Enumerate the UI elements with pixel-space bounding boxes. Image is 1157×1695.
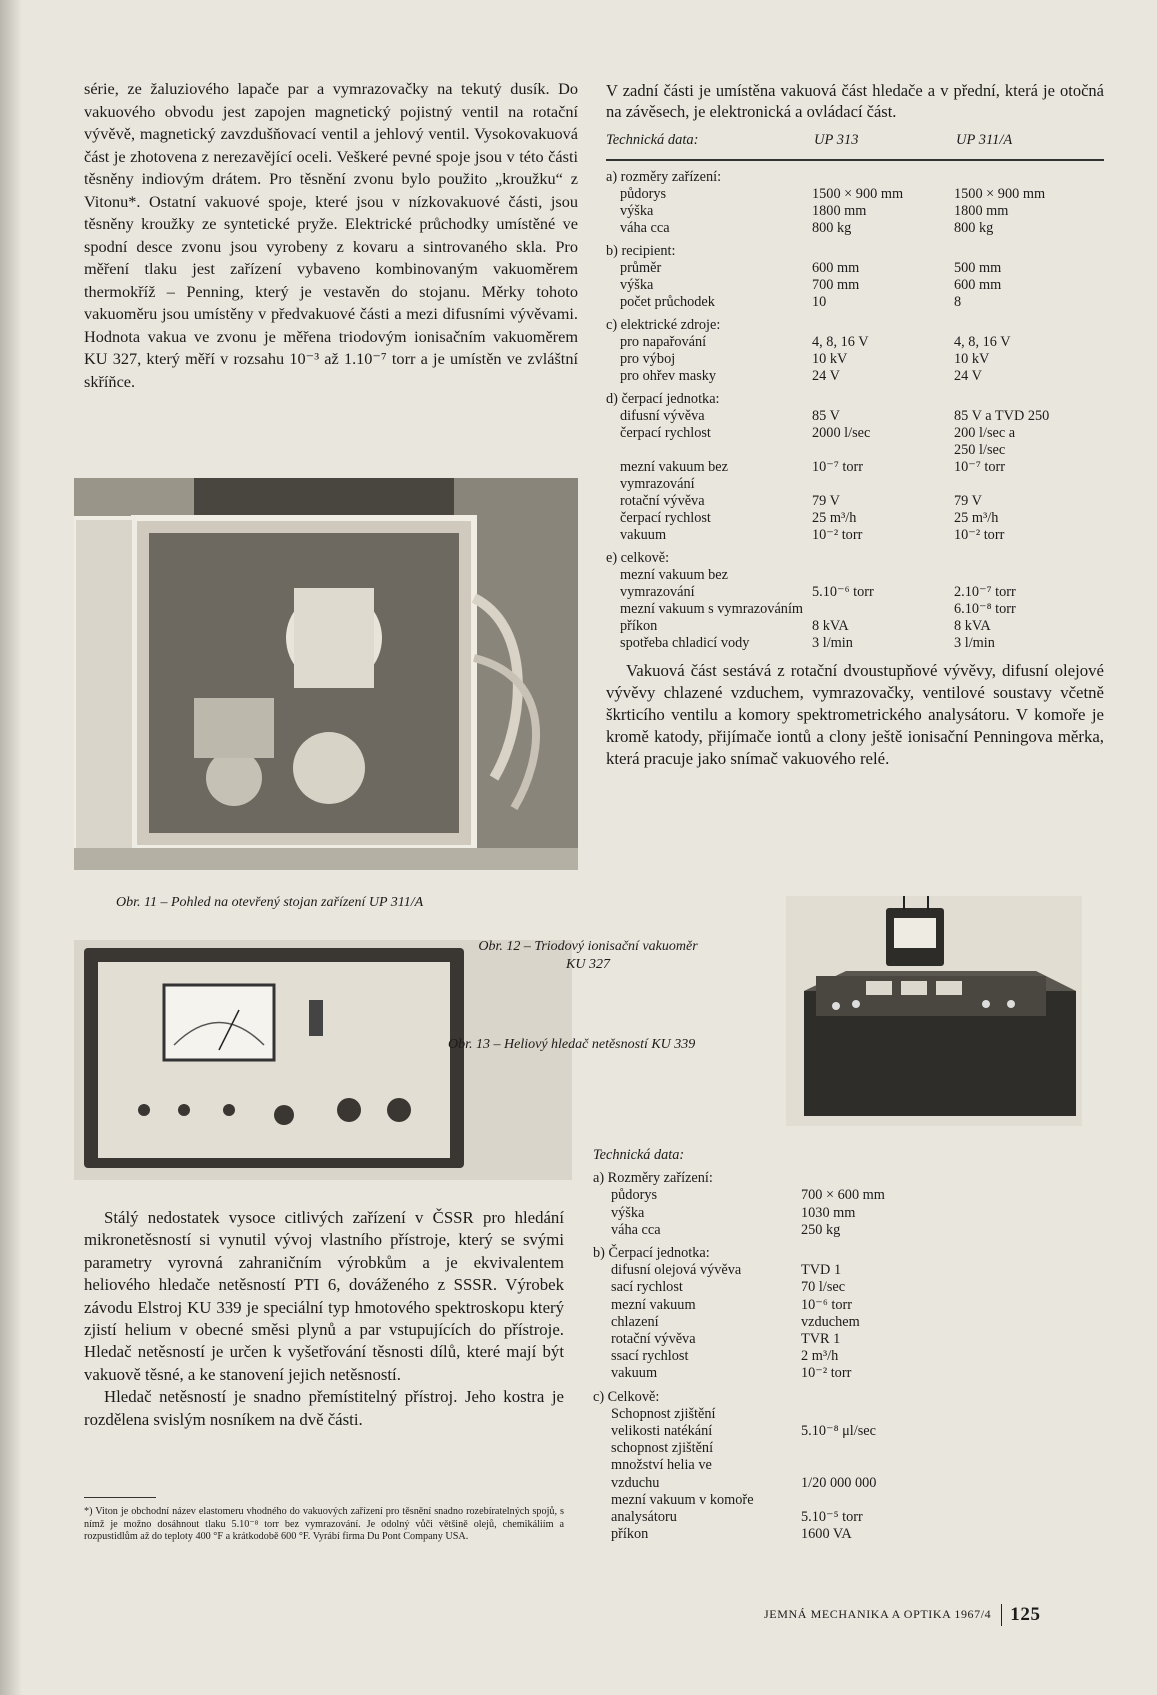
- table-section-row: [606, 550, 1104, 567]
- table-cell-v1: 2000 l/sec: [812, 425, 871, 441]
- table-cell-v1: 10: [812, 294, 827, 310]
- table-row: [606, 476, 1104, 493]
- tech2-label: Technická data:: [593, 1147, 685, 1163]
- table-cell-l: b) Čerpací jednotka:: [593, 1245, 710, 1262]
- table-cell-v2: [954, 317, 1104, 334]
- table-cell-l: rotační vývěva: [620, 493, 705, 509]
- table-cell-v2: 3 l/min: [954, 635, 995, 651]
- table-cell-l: vakuum: [611, 1365, 658, 1382]
- table-row: [606, 351, 1104, 368]
- table-cell-l: mezní vakuum bez: [620, 459, 728, 475]
- table-row: [593, 1262, 1113, 1279]
- table-cell-l: půdorys: [611, 1187, 658, 1204]
- table-cell-v1: 10 kV: [812, 351, 848, 367]
- table-cell-l: [606, 442, 812, 459]
- table-cell-v: [801, 1492, 1001, 1509]
- figure-13-caption: Obr. 13 – Heliový hledač netěsností KU 339: [448, 1037, 696, 1052]
- table-cell-v1: 700 mm: [812, 277, 860, 293]
- figure-11-photo: [74, 478, 578, 870]
- right-column: [606, 80, 1104, 770]
- table-cell-l: Schopnost zjištění: [611, 1405, 716, 1422]
- table-cell-l: c) elektrické zdroje:: [606, 317, 721, 333]
- table-cell-l: výška: [620, 277, 654, 293]
- table-cell-l: půdorys: [620, 186, 667, 202]
- table-row: [606, 527, 1104, 544]
- table-cell-v2: 10⁻² torr: [954, 527, 1005, 543]
- journal-name: JEMNÁ MECHANIKA A OPTIKA 1967/4: [764, 1606, 992, 1621]
- table-cell-v1: 600 mm: [812, 260, 860, 276]
- table-cell-v2: 600 mm: [954, 277, 1002, 293]
- table-cell-v2: 79 V: [954, 493, 982, 509]
- footer-divider: [1001, 1604, 1002, 1626]
- table-cell-v2: 500 mm: [954, 260, 1002, 276]
- table-row: [606, 334, 1104, 351]
- table-row: [606, 260, 1104, 277]
- table-row: [606, 425, 1104, 442]
- table-cell-v1: [812, 442, 954, 459]
- table-cell-v1: 1800 mm: [812, 203, 867, 219]
- table-cell-l: spotřeba chladicí vody: [620, 635, 750, 651]
- body-paragraph: Stálý nedostatek vysoce citlivých zařízení v ČSSR pro hledání mikronetěsností si vynutil vývoj vlastního přístroje, který se svými parametry vyrovná zahraničním výrobkům a je ekvivalentem heliového hledače netěsností PTI 6, dováženého z SSSR. Výrobek závodu Elstroj KU 339 je speciální typ hmotového spektroskopu který zjistí helium v obecné směsi plynů a par vstupujících do přístroje. Hledač netěsností je určen k vyšetřování těsnosti dílů, které mají být vakuově těsné, a ke stanovení jejich netěsností.: [84, 1208, 564, 1384]
- table-cell-v1: 25 m³/h: [812, 510, 857, 526]
- table-row: [593, 1509, 1113, 1526]
- ku339-illustration: [786, 896, 1082, 1126]
- table-row: [593, 1331, 1113, 1348]
- table-cell-v: [801, 1440, 1001, 1457]
- table-cell-l: schopnost zjištění: [611, 1440, 714, 1457]
- tech-data-table-2: [593, 1147, 1113, 1543]
- table-cell-v2: 250 l/sec: [954, 442, 1006, 458]
- table-row: [606, 459, 1104, 476]
- table-cell-l: velikosti natékání: [611, 1423, 713, 1440]
- table-cell-v2: [954, 243, 1104, 260]
- table-cell-v1: 85 V: [812, 408, 840, 424]
- table-cell-v2: 8: [954, 294, 962, 310]
- table-cell-l: výška: [611, 1204, 645, 1221]
- table-row: [593, 1475, 1113, 1492]
- table-cell-l: množství helia ve: [611, 1457, 712, 1474]
- table-cell-v: 10⁻⁶ torr: [801, 1296, 853, 1313]
- figure-11-caption: Obr. 11 – Pohled na otevřený stojan zařízení UP 311/A: [116, 895, 424, 910]
- left-column: [84, 78, 578, 393]
- figure-12-caption: [428, 938, 748, 974]
- table-cell-v2: 25 m³/h: [954, 510, 999, 526]
- table-cell-l: vzduchu: [611, 1474, 660, 1491]
- table-cell-v: TVD 1: [801, 1262, 842, 1279]
- table-cell-l: výška: [620, 203, 654, 219]
- table-cell-l: rotační vývěva: [611, 1331, 696, 1348]
- table-cell-v2: 85 V a TVD 250: [954, 408, 1050, 424]
- table-cell-v1: [812, 243, 954, 260]
- table-cell-v: vzduchem: [801, 1313, 860, 1330]
- table-cell-l: průměr: [620, 260, 662, 276]
- tech-header-col1: UP 313: [814, 132, 859, 148]
- table-cell-v2: [954, 169, 1104, 186]
- table-row: [606, 294, 1104, 311]
- table-cell-l: váha cca: [611, 1221, 661, 1238]
- table-cell-v: 250 kg: [801, 1221, 841, 1238]
- tech-data-table: [606, 169, 1104, 652]
- footnote: *) Viton je obchodní název elastomeru vhodného do vakuových zařízení pro těsnění snadno rozebíratelných spojů, s nímž je možno dosáhnout tlaku 5.10⁻⁸ torr bez vymrazování. Je odolný vůči většině olejů, chemikáliím a rozpustidlům až do teploty 400 °F a krátkodobě 600 °F. Vyrábí firma Du Pont Company USA.: [84, 1506, 564, 1542]
- table-cell-v1: 800 kg: [812, 220, 852, 236]
- table-cell-v1: [812, 601, 954, 618]
- table-cell-v2: [954, 476, 1104, 493]
- table-row: [593, 1222, 1113, 1239]
- table-cell-v1: 10⁻² torr: [812, 527, 863, 543]
- table-section-row: [606, 317, 1104, 334]
- table-row: [606, 186, 1104, 203]
- table-cell-v2: 1500 × 900 mm: [954, 186, 1046, 202]
- table-cell-v: [801, 1457, 1001, 1474]
- table-cell-v1: 79 V: [812, 493, 840, 509]
- table-cell-v: 70 l/sec: [801, 1279, 846, 1296]
- table-cell-v: 700 × 600 mm: [801, 1187, 885, 1204]
- table-row: [593, 1297, 1113, 1314]
- table-cell-l: příkon: [620, 618, 658, 634]
- body-paragraph: Vakuová část sestává z rotační dvoustupňové vývěvy, difusní olejové vývěvy chlazené vzduchem, vymrazovačky, ventilové soustavy včetně škrticího ventilu a komory spektrometrického analysátoru. V komoře je kromě katody, přijímače iontů a clony ještě ionisační Penningova měrka, která pracuje jako snímač vakuového relé.: [606, 661, 1104, 768]
- table-cell-v2: [954, 550, 1104, 567]
- table-cell-l: počet průchodek: [620, 294, 715, 310]
- table-row: [593, 1423, 1113, 1440]
- table-cell-l: příkon: [611, 1526, 649, 1543]
- table-cell-v2: 4, 8, 16 V: [954, 334, 1011, 350]
- table-row: [593, 1279, 1113, 1296]
- table-cell-v2: 1800 mm: [954, 203, 1009, 219]
- table-cell-v1: [812, 550, 954, 567]
- ku327-illustration: [74, 940, 572, 1180]
- table-row: [593, 1348, 1113, 1365]
- table-cell-l: mezní vakuum bez: [620, 567, 728, 583]
- page-footer: [764, 1604, 1041, 1626]
- table-cell-l: vakuum: [620, 527, 667, 543]
- table-cell-v1: [812, 567, 954, 584]
- tech-header-col2: UP 311/A: [956, 132, 1013, 148]
- table-section-row: [593, 1170, 1113, 1187]
- tech2-rows: [593, 1170, 1113, 1543]
- table-cell-v2: 800 kg: [954, 220, 994, 236]
- table-cell-v: [801, 1245, 1001, 1262]
- table-cell-v: 1/20 000 000: [801, 1474, 877, 1491]
- table-row: [593, 1365, 1113, 1382]
- table-cell-l: čerpací rychlost: [620, 510, 711, 526]
- table-cell-v1: 1500 × 900 mm: [812, 186, 904, 202]
- table-row: [606, 635, 1104, 652]
- table-cell-l: ssací rychlost: [611, 1348, 689, 1365]
- table-cell-l: a) Rozměry zařízení:: [593, 1170, 713, 1187]
- table-row: [606, 584, 1104, 601]
- page-number: 125: [1010, 1604, 1041, 1625]
- table-row: [606, 510, 1104, 527]
- table-section-row: [606, 169, 1104, 186]
- table-row: [593, 1457, 1113, 1474]
- table-cell-v2: [954, 391, 1104, 408]
- table-row: [606, 601, 1104, 618]
- table-cell-l: mezní vakuum v komoře: [611, 1491, 754, 1508]
- table-row: [593, 1492, 1113, 1509]
- table-cell-v2: 2.10⁻⁷ torr: [954, 584, 1016, 600]
- table-cell-v: 1600 VA: [801, 1526, 852, 1543]
- table-cell-v1: 24 V: [812, 368, 840, 384]
- table-cell-l: čerpací rychlost: [620, 425, 711, 441]
- table-cell-l: difusní vývěva: [620, 408, 705, 424]
- table-cell-v1: 10⁻⁷ torr: [812, 459, 864, 475]
- table-cell-v1: [812, 476, 954, 493]
- figure-12-caption-line1: Obr. 12 – Triodový ionisační vakuoměr: [478, 939, 698, 954]
- table-row: [606, 220, 1104, 237]
- table-section-row: [606, 391, 1104, 408]
- table-cell-v: [801, 1406, 1001, 1423]
- table-row: [593, 1406, 1113, 1423]
- table-cell-v: TVR 1: [801, 1331, 841, 1348]
- table-cell-v: [801, 1389, 1001, 1406]
- table-cell-l: mezní vakuum: [611, 1296, 696, 1313]
- table-cell-v2: 8 kVA: [954, 618, 991, 634]
- table-cell-l: difusní olejová vývěva: [611, 1262, 742, 1279]
- table-cell-v1: 4, 8, 16 V: [812, 334, 869, 350]
- table-row: [606, 408, 1104, 425]
- table-cell-l: d) čerpací jednotka:: [606, 391, 720, 407]
- table-cell-v1: 8 kVA: [812, 618, 849, 634]
- table-row: [606, 493, 1104, 510]
- table-row: [593, 1187, 1113, 1204]
- tech-header-label: Technická data:: [606, 132, 699, 148]
- table-cell-v1: [812, 169, 954, 186]
- table-row: [593, 1440, 1113, 1457]
- table-row: [606, 203, 1104, 220]
- intro-paragraph: V zadní části je umístěna vakuová část hledače a v přední, která je otočná na závěsech, je elektronická a ovládací část.: [606, 81, 1104, 121]
- table-cell-v: 2 m³/h: [801, 1348, 839, 1365]
- table-row: [606, 368, 1104, 385]
- left-bottom-text: [84, 1207, 564, 1431]
- table-row: [593, 1526, 1113, 1543]
- table-cell-l: a) rozměry zařízení:: [606, 169, 722, 185]
- table-cell-l: e) celkově:: [606, 550, 670, 566]
- table-row: [606, 277, 1104, 294]
- table-cell-v1: 5.10⁻⁶ torr: [812, 584, 874, 600]
- body-paragraph: Hledač netěsností je snadno přemístitelný přístroj. Jeho kostra je rozdělena svislým nosníkem na dvě části.: [84, 1387, 564, 1429]
- table-cell-l: pro výboj: [620, 351, 676, 367]
- table-cell-l: vymrazování: [620, 476, 695, 492]
- table-cell-v1: 3 l/min: [812, 635, 853, 651]
- figure-12-caption-line2: KU 327: [566, 957, 610, 972]
- table-cell-l: váha cca: [620, 220, 670, 236]
- table-cell-v2: 24 V: [954, 368, 982, 384]
- table-row: [606, 442, 1104, 459]
- figure-13-photo: [786, 896, 1082, 1126]
- table-cell-v1: [812, 391, 954, 408]
- table-cell-l: mezní vakuum s vymrazováním: [620, 601, 804, 617]
- open-stand-illustration: [74, 478, 578, 870]
- table-cell-v2: 200 l/sec a: [954, 425, 1016, 441]
- table-cell-l: chlazení: [611, 1313, 659, 1330]
- table-row: [606, 567, 1104, 584]
- page-edge-shadow: [0, 0, 22, 1695]
- table-cell-v2: 10⁻⁷ torr: [954, 459, 1006, 475]
- table-cell-v: 5.10⁻⁵ torr: [801, 1509, 863, 1526]
- table-cell-l: c) Celkově:: [593, 1388, 660, 1405]
- table-cell-l: pro napařování: [620, 334, 707, 350]
- table-cell-v: [801, 1170, 1001, 1187]
- table-section-row: [593, 1389, 1113, 1406]
- table-section-row: [606, 243, 1104, 260]
- table-cell-l: pro ohřev masky: [620, 368, 717, 384]
- body-paragraph: série, ze žaluziového lapače par a vymrazovačky na tekutý dusík. Do vakuového obvodu jest zapojen magnetický pojistný ventil na rotační vývěvě, magnetický zavzdušňovací ventil a jehlový ventil. Vysokovakuová část je zhotovena z nerezavějící oceli. Veškeré pevné spoje jsou v této části těsněny indiovým drátem. Pro těsnění zvonu bylo použito „kroužku“ z Vitonu*. Ostatní vakuové spoje, které jsou v nízkovakuové části, jsou těsněny kroužky ze syntetické pryže. Elektrické průchodky umístěné ve spodní desce zvonu jsou vyrobeny z kovaru a sintrovaného skla. Pro měření tlaku jest zařízení vybaveno kombinovaným vakuoměrem thermokříž – Penning, který je vestavěn do stojanu. Měrky tohoto vakuoměru jsou umístěny v předvakuové části a mezi difusními vývěvami. Hodnota vakua ve zvonu je měřena triodovým ionisačním vakuoměrem KU 327, který měří v rozsahu 10⁻³ až 1.10⁻⁷ torr a je umístěn ve zvláštní skříňce.: [84, 79, 578, 391]
- table-cell-v1: [812, 317, 954, 334]
- table-cell-l: b) recipient:: [606, 243, 676, 259]
- figure-12-photo: [74, 940, 572, 1180]
- table-cell-v: 10⁻² torr: [801, 1365, 852, 1382]
- table-cell-v: 1030 mm: [801, 1204, 856, 1221]
- table-cell-l: vymrazování: [620, 584, 695, 600]
- table-cell-v2: 6.10⁻⁸ torr: [954, 601, 1016, 617]
- table-row: [593, 1314, 1113, 1331]
- table-cell-l: analysátoru: [611, 1509, 677, 1526]
- table-cell-v2: [954, 567, 1104, 584]
- table-row: [593, 1205, 1113, 1222]
- footnote-rule: [84, 1497, 156, 1498]
- table-section-row: [593, 1245, 1113, 1262]
- table-row: [606, 618, 1104, 635]
- table-cell-l: sací rychlost: [611, 1279, 683, 1296]
- tech-table-header: [606, 132, 1104, 161]
- table-cell-v: 5.10⁻⁸ μl/sec: [801, 1423, 876, 1440]
- table-cell-v2: 10 kV: [954, 351, 990, 367]
